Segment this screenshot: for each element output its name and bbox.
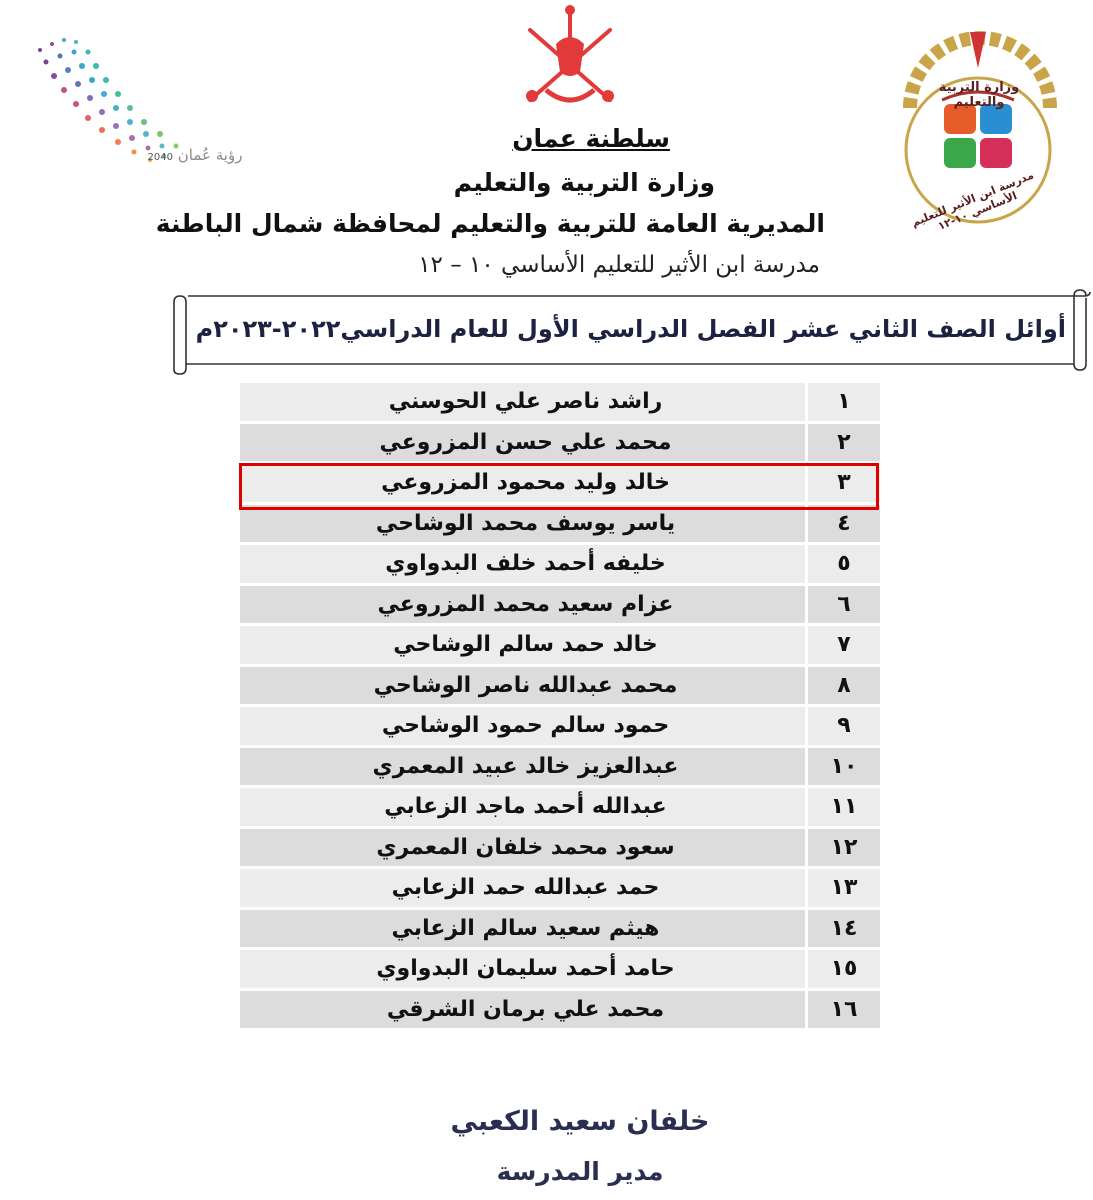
student-rank: ٨ <box>808 667 880 705</box>
student-rank: ٧ <box>808 626 880 664</box>
oman-national-emblem <box>510 0 630 118</box>
student-name: سعود محمد خلفان المعمري <box>240 829 808 867</box>
student-name: حمد عبدالله حمد الزعابي <box>240 869 808 907</box>
student-name: ياسر يوسف محمد الوشاحي <box>240 505 808 543</box>
header-school: مدرسة ابن الأثير للتعليم الأساسي ١٠ – ١٢ <box>418 252 820 278</box>
oman-vision-2040-logo <box>20 30 255 190</box>
student-name: عبدالله أحمد ماجد الزعابي <box>240 788 808 826</box>
principal-name: خلفان سعيد الكعبي <box>450 1106 710 1137</box>
vision-logo-year: 2040 <box>147 152 173 163</box>
student-name: عبدالعزيز خالد عبيد المعمري <box>240 748 808 786</box>
vision-logo-text <box>140 146 250 164</box>
table-row <box>240 464 880 502</box>
vision-logo-wordmark: رؤية عُمان <box>177 146 243 164</box>
student-name: حمود سالم حمود الوشاحي <box>240 707 808 745</box>
honors-table-body <box>240 383 880 1028</box>
table-row <box>240 829 880 867</box>
student-name: حامد أحمد سليمان البدواوي <box>240 950 808 988</box>
student-rank: ٦ <box>808 586 880 624</box>
student-rank: ١٤ <box>808 910 880 948</box>
table-row <box>240 667 880 705</box>
student-name: عزام سعيد محمد المزروعي <box>240 586 808 624</box>
student-rank: ١ <box>808 383 880 421</box>
student-rank: ٣ <box>808 464 880 502</box>
table-row <box>240 626 880 664</box>
table-row <box>240 991 880 1029</box>
table-row <box>240 545 880 583</box>
table-row <box>240 586 880 624</box>
honors-table <box>240 380 880 1031</box>
student-rank: ١٠ <box>808 748 880 786</box>
school-logo-caption: وزارة التربية والتعليم <box>938 80 1020 110</box>
table-row <box>240 505 880 543</box>
header-country: سلطنة عمان <box>512 124 670 153</box>
honors-title: أوائل الصف الثاني عشر الفصل الدراسي الأول للعام الدراسي٢٠٢٢-٢٠٢٣م <box>195 315 1066 343</box>
student-rank: ١١ <box>808 788 880 826</box>
table-row <box>240 869 880 907</box>
student-rank: ١٣ <box>808 869 880 907</box>
table-row <box>240 707 880 745</box>
student-name: محمد علي برمان الشرقي <box>240 991 808 1029</box>
table-row <box>240 950 880 988</box>
student-name: خالد حمد سالم الوشاحي <box>240 626 808 664</box>
student-name: محمد عبدالله ناصر الوشاحي <box>240 667 808 705</box>
school-logo-ring-text: مدرسة ابن الأثير للتعليم الأساسي ١٠-١٢ <box>909 168 1036 233</box>
student-rank: ٩ <box>808 707 880 745</box>
table-row <box>240 910 880 948</box>
student-rank: ٥ <box>808 545 880 583</box>
student-rank: ٤ <box>808 505 880 543</box>
student-rank: ١٦ <box>808 991 880 1029</box>
table-row <box>240 424 880 462</box>
student-name: هيثم سعيد سالم الزعابي <box>240 910 808 948</box>
student-rank: ١٥ <box>808 950 880 988</box>
student-name: محمد علي حسن المزروعي <box>240 424 808 462</box>
student-name: خالد وليد محمود المزروعي <box>240 464 808 502</box>
header-directorate: المديرية العامة للتربية والتعليم لمحافظة شمال الباطنة <box>155 209 825 238</box>
principal-title: مدير المدرسة <box>496 1157 664 1186</box>
header-ministry: وزارة التربية والتعليم <box>453 168 715 197</box>
table-row <box>240 383 880 421</box>
table-row <box>240 788 880 826</box>
student-rank: ٢ <box>808 424 880 462</box>
student-name: خليفه أحمد خلف البدواوي <box>240 545 808 583</box>
student-name: راشد ناصر علي الحوسني <box>240 383 808 421</box>
table-row <box>240 748 880 786</box>
student-rank: ١٢ <box>808 829 880 867</box>
